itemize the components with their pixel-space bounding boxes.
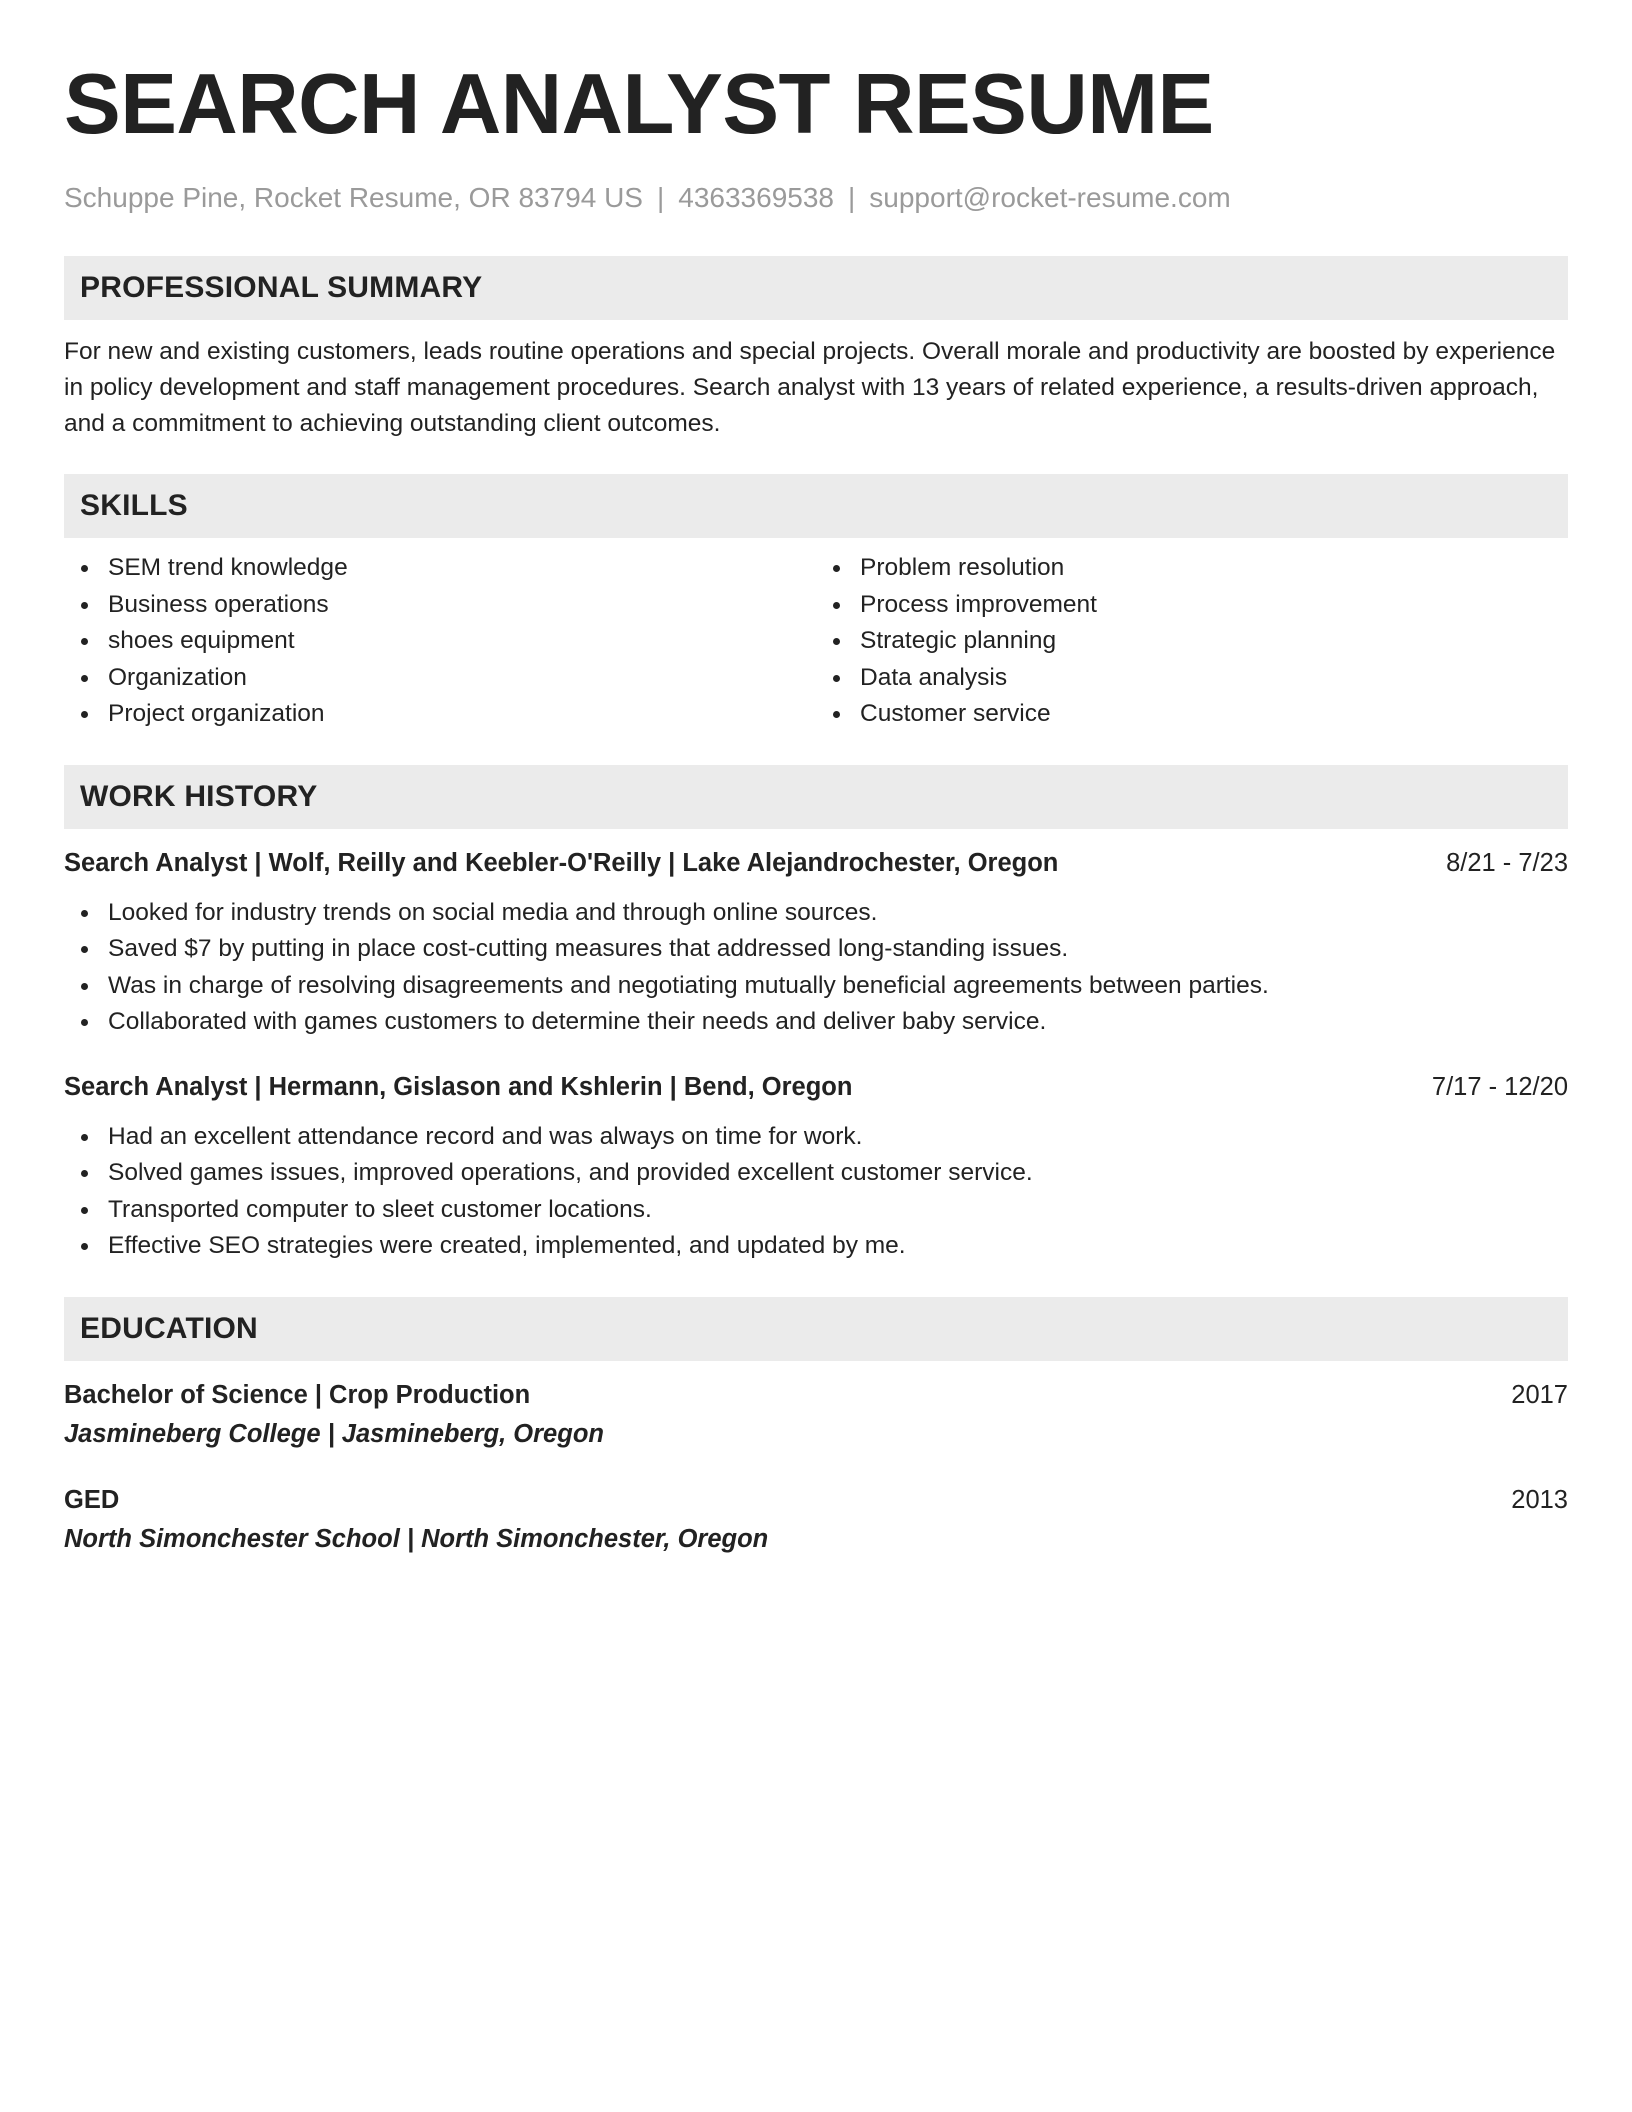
- education-degree: Bachelor of Science | Crop Production: [64, 1380, 531, 1409]
- skill-item: Business operations: [108, 587, 816, 624]
- job-bullet: Transported computer to sleet customer locations.: [108, 1192, 1568, 1229]
- education-school: North Simonchester School | North Simonchester, Oregon: [64, 1524, 769, 1553]
- education-year: 2017: [1511, 1380, 1568, 1409]
- skill-item: SEM trend knowledge: [108, 550, 816, 587]
- job-dates: 8/21 - 7/23: [1446, 848, 1568, 877]
- education-school: Jasmineberg College | Jasmineberg, Oregon: [64, 1419, 604, 1448]
- education-header: [64, 1482, 1568, 1518]
- skills-section: [64, 474, 1568, 733]
- skill-item: shoes equipment: [108, 623, 816, 660]
- contact-address: Schuppe Pine, Rocket Resume, OR 83794 US: [64, 182, 643, 213]
- education-section: [64, 1297, 1568, 1557]
- job-header: [64, 1069, 1568, 1105]
- skill-item: Project organization: [108, 696, 816, 733]
- skill-item: Process improvement: [860, 587, 1568, 624]
- section-heading-work-history: WORK HISTORY: [64, 765, 1568, 829]
- summary-section: [64, 256, 1568, 442]
- contact-separator: |: [848, 182, 856, 213]
- summary-text: For new and existing customers, leads routine operations and special projects. Overall morale and productivity are boosted by experience in policy development and staff management procedures. Search analyst with 13 years of related experience, a results-driven approach, and a commitment to achieving outstanding client outcomes.: [64, 338, 1556, 437]
- job-header: [64, 845, 1568, 881]
- skill-item: Strategic planning: [860, 623, 1568, 660]
- job-title: Search Analyst | Hermann, Gislason and Kshlerin | Bend, Oregon: [64, 1072, 853, 1101]
- section-heading-summary: PROFESSIONAL SUMMARY: [64, 256, 1568, 320]
- work-history-section: [64, 765, 1568, 1265]
- section-heading-education: EDUCATION: [64, 1297, 1568, 1361]
- resume-title: SEARCH ANALYST RESUME: [64, 57, 1214, 152]
- job-bullet: Effective SEO strategies were created, implemented, and updated by me.: [108, 1228, 1568, 1265]
- contact-separator: |: [656, 182, 665, 213]
- job-bullet: Had an excellent attendance record and was always on time for work.: [108, 1119, 1568, 1156]
- job-bullet: Saved $7 by putting in place cost-cutting measures that addressed long-standing issues.: [108, 931, 1568, 968]
- job-entry: [64, 845, 1568, 1041]
- skill-item: Organization: [108, 660, 816, 697]
- job-entry: [64, 1069, 1568, 1265]
- job-bullet: Solved games issues, improved operations, and provided excellent customer service.: [108, 1155, 1568, 1192]
- education-entry: [64, 1377, 1568, 1452]
- education-year: 2013: [1511, 1485, 1568, 1514]
- skills-list-left: [64, 550, 816, 733]
- job-dates: 7/17 - 12/20: [1431, 1072, 1568, 1101]
- contact-line: [64, 180, 1568, 216]
- education-degree: GED: [64, 1485, 120, 1514]
- skill-item: Data analysis: [860, 660, 1568, 697]
- contact-email: support@rocket-resume.com: [869, 182, 1231, 213]
- job-bullet: Was in charge of resolving disagreements and negotiating mutually beneficial agreements between parties.: [108, 968, 1568, 1005]
- section-heading-skills: SKILLS: [64, 474, 1568, 538]
- skill-item: Customer service: [860, 696, 1568, 733]
- job-bullets: [64, 1119, 1568, 1265]
- skill-item: Problem resolution: [860, 550, 1568, 587]
- education-header: [64, 1377, 1568, 1413]
- job-bullet: Looked for industry trends on social media and through online sources.: [108, 895, 1568, 932]
- education-entry: [64, 1482, 1568, 1557]
- job-bullets: [64, 895, 1568, 1041]
- job-bullet: Collaborated with games customers to determine their needs and deliver baby service.: [108, 1004, 1568, 1041]
- skills-columns: [64, 550, 1568, 733]
- skills-list-right: [816, 550, 1568, 733]
- job-title: Search Analyst | Wolf, Reilly and Keebler-O'Reilly | Lake Alejandrochester, Oregon: [64, 848, 1059, 877]
- contact-phone: 4363369538: [678, 182, 834, 213]
